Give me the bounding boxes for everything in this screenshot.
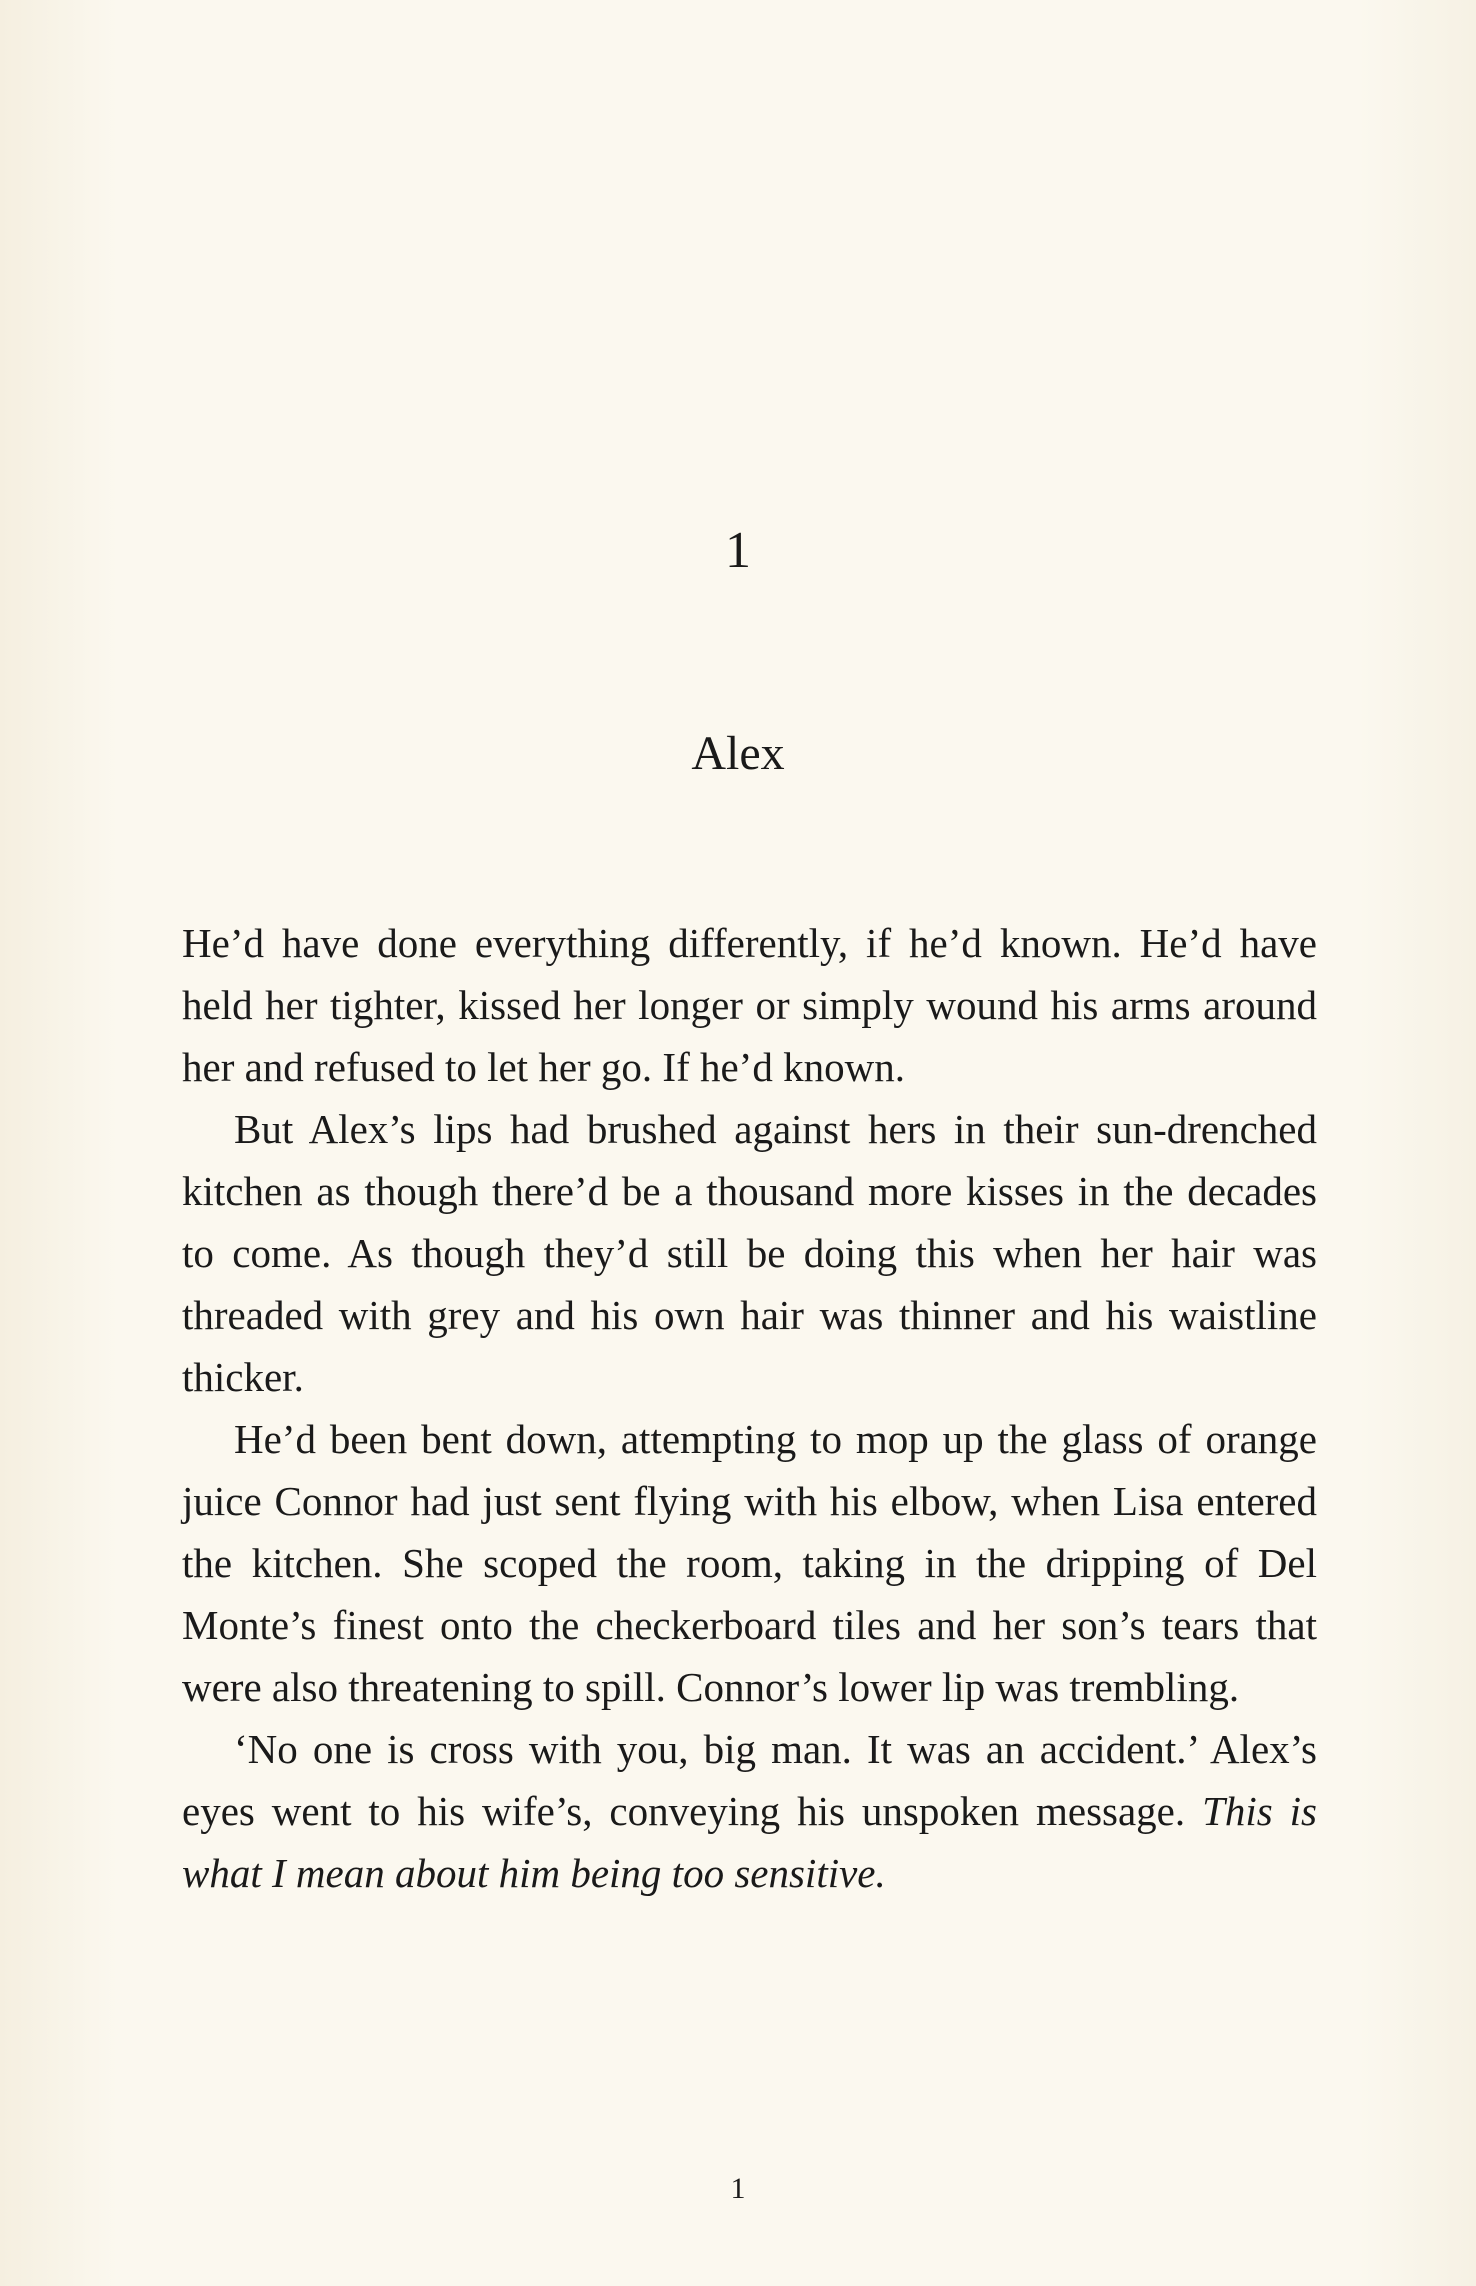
paragraph: He’d been bent down, attempting to mop up the glass of orange juice Connor had just sent flying with his elbow, when Lisa entered the kitchen. She scoped the room, taking in the dripping of Del Monte’s finest onto the checkerboard tiles and her son’s tears that were also threatening to spill. Connor’s lower lip was trembling. [182, 1416, 1317, 1710]
chapter-number: 1 [725, 522, 751, 579]
chapter-title: Alex [691, 727, 785, 780]
paragraph-text: ‘No one is cross with you, big man. It was an accident.’ Alex’s eyes went to his wife’s, conveying his unspoken message. [182, 1726, 1317, 1834]
paragraph: But Alex’s lips had brushed against hers in their sun-drenched kitchen as though there’d be a thousand more kisses in the decades to come. As though they’d still be doing this when her hair was threaded with grey and his own hair was thinner and his waistline thicker. [182, 1106, 1317, 1400]
paragraph [182, 1718, 1317, 1904]
chapter-body [182, 912, 1317, 1904]
italic-thought: This is what I mean about him being too sensitive. [182, 1788, 1317, 1896]
page-number: 1 [730, 2172, 746, 2205]
paragraph: He’d have done everything differently, if he’d known. He’d have held her tighter, kissed her longer or simply wound his arms around her and refused to let her go. If he’d known. [182, 920, 1317, 1090]
